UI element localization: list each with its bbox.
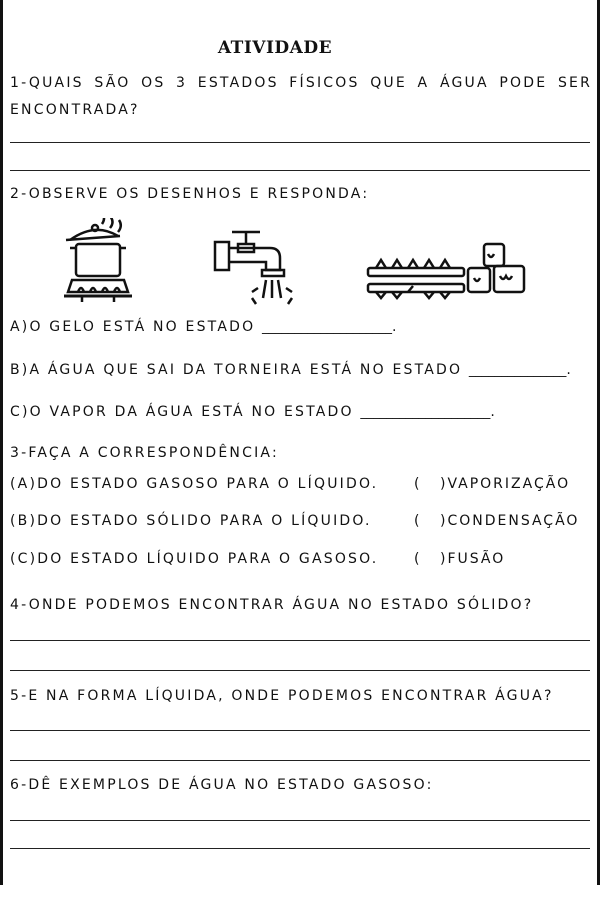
ice-cubes-icon <box>368 244 524 298</box>
answer-line[interactable] <box>10 640 590 641</box>
boiling-pot-icon <box>64 218 132 302</box>
question-1: 1-QUAIS SÃO OS 3 ESTADOS FÍSICOS QUE A ÁGUA PODE SER ENCONTRADA? <box>10 75 592 118</box>
question-3: 3-FAÇA A CORRESPONDÊNCIA: <box>10 445 279 461</box>
match-left-a: (A)DO ESTADO GASOSO PARA O LÍQUIDO. <box>10 476 379 492</box>
match-right-b[interactable]: ( )CONDENSAÇÃO <box>414 513 580 529</box>
question-2c: C)O VAPOR DA ÁGUA ESTÁ NO ESTADO ____________________. <box>10 404 498 420</box>
question-5: 5-E NA FORMA LÍQUIDA, ONDE PODEMOS ENCONTRAR ÁGUA? <box>10 688 554 704</box>
question-6: 6-DÊ EXEMPLOS DE ÁGUA NO ESTADO GASOSO: <box>10 777 434 793</box>
question-2: 2-OBSERVE OS DESENHOS E RESPONDA: <box>10 186 370 202</box>
answer-line[interactable] <box>10 820 590 821</box>
answer-line[interactable] <box>10 170 590 171</box>
answer-line[interactable] <box>10 848 590 849</box>
answer-line[interactable] <box>10 142 590 143</box>
page-title: ATIVIDADE <box>217 38 333 58</box>
question-2a: A)O GELO ESTÁ NO ESTADO ____________________. <box>10 319 399 335</box>
illustrations <box>0 218 600 308</box>
answer-blank[interactable]: _______________ <box>468 363 567 378</box>
match-right-a[interactable]: ( )VAPORIZAÇÃO <box>414 476 571 492</box>
question-2b: B)A ÁGUA QUE SAI DA TORNEIRA ESTÁ NO ESTADO _______________. <box>10 362 574 378</box>
answer-blank[interactable]: ____________________ <box>261 320 392 335</box>
page-left-border <box>0 0 3 885</box>
match-left-b: (B)DO ESTADO SÓLIDO PARA O LÍQUIDO. <box>10 513 372 529</box>
faucet-icon <box>215 232 292 304</box>
match-right-c[interactable]: ( )FUSÃO <box>414 551 506 567</box>
answer-line[interactable] <box>10 760 590 761</box>
match-left-c: (C)DO ESTADO LÍQUIDO PARA O GASOSO. <box>10 551 379 567</box>
answer-line[interactable] <box>10 670 590 671</box>
answer-blank[interactable]: ____________________ <box>360 405 491 420</box>
question-4: 4-ONDE PODEMOS ENCONTRAR ÁGUA NO ESTADO SÓLIDO? <box>10 597 534 613</box>
answer-line[interactable] <box>10 730 590 731</box>
